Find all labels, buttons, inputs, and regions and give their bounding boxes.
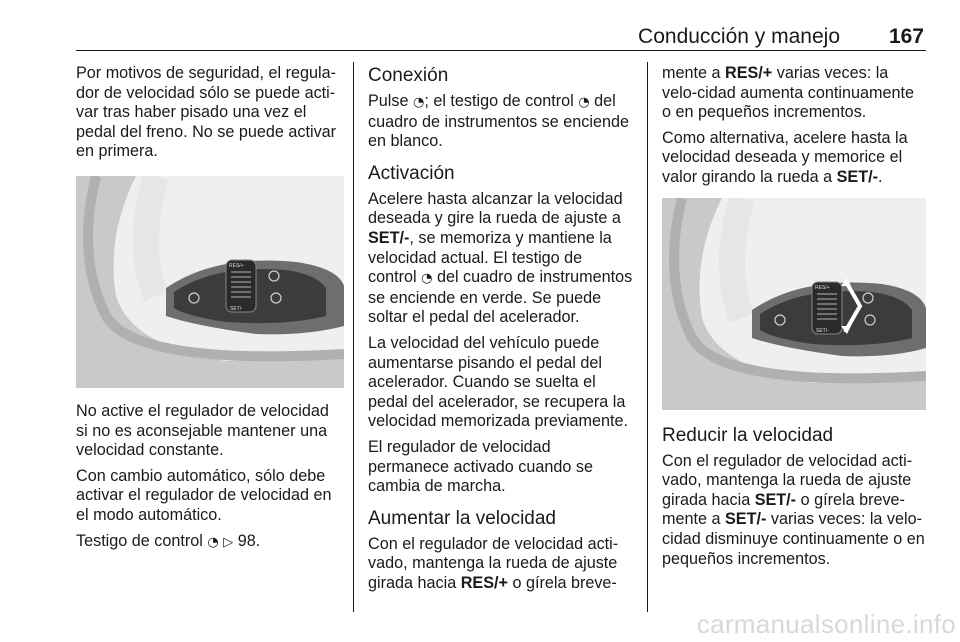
page-number: 167 (888, 25, 924, 48)
heading-conexion: Conexión (368, 65, 449, 86)
set-label: SET/- (816, 327, 829, 334)
paragraph: Con el regulador de velocidad acti-vado, mantenga la rueda de ajuste girada hacia RES/+ o gírela breve- (368, 534, 619, 592)
reference-arrow-icon: ▷ (223, 534, 234, 550)
watermark: carmanualsonline.info (696, 609, 956, 639)
paragraph: Por motivos de seguridad, el regula-dor de velocidad sólo se puede acti-var tras haber pisado una vez el pedal del freno. No se puede activar en primera. (76, 64, 337, 161)
paragraph: Como alternativa, acelere hasta la velocidad deseada y memorice el valor girando la rueda a SET/-. (662, 128, 908, 186)
column-3 (662, 64, 926, 575)
paragraph: Con cambio automático, sólo debe activar el regulador de velocidad en el modo automático. (76, 466, 332, 524)
paragraph: Pulse ◔; el testigo de control ◔ del cuadro de instrumentos se enciende en blanco. (368, 92, 629, 151)
column-2 (368, 64, 634, 599)
steering-wheel-figure-arrows (662, 198, 926, 410)
column-1 (76, 64, 344, 558)
steering-wheel-figure (76, 176, 344, 388)
page-header (76, 24, 926, 51)
paragraph: La velocidad del vehículo puede aumentarse pisando el pedal del acelerador. Cuando se suelta el pedal del acelerador, se recupera la velocidad memorizada previamente. (368, 333, 629, 431)
heading-aumentar: Aumentar la velocidad (368, 507, 556, 529)
heading-activacion: Activación (368, 162, 455, 184)
heading-reducir: Reducir la velocidad (662, 424, 834, 446)
paragraph: El regulador de velocidad permanece activado cuando se cambia de marcha. (368, 437, 593, 496)
set-label: SET/- (230, 305, 243, 312)
cruise-control-icon: ◔ (413, 95, 425, 110)
cruise-control-icon: ◔ (207, 534, 219, 550)
cruise-control-icon: ◔ (421, 271, 433, 287)
column-divider (353, 62, 354, 612)
res-label: RES/+ (815, 284, 830, 291)
res-label: RES/+ (229, 262, 244, 269)
column-divider (647, 62, 648, 612)
paragraph: Con el regulador de velocidad acti-vado, mantenga la rueda de ajuste girada hacia SET/- o gírela breve-mente a SET/- varias veces: la velo-cidad disminuye continuamente o en pequeños incrementos. (662, 451, 925, 568)
page-title: Conducción y manejo (638, 25, 840, 48)
paragraph: Acelere hasta alcanzar la velocidad deseada y gire la rueda de ajuste a SET/-, se memoriza y mantiene la velocidad actual. El testigo de control ◔ del cuadro de instrumentos se enciende en verde. Se puede soltar el pedal del acelerador. (368, 189, 633, 327)
paragraph: Testigo de control ◔ ▷ 98. (76, 531, 261, 550)
cruise-control-icon: ◔ (578, 95, 590, 110)
paragraph: No active el regulador de velocidad si no es aconsejable mantener una velocidad constante. (76, 401, 329, 460)
paragraph: mente a RES/+ varias veces: la velo-cidad aumenta continuamente o en pequeños incrementos. (662, 64, 914, 122)
